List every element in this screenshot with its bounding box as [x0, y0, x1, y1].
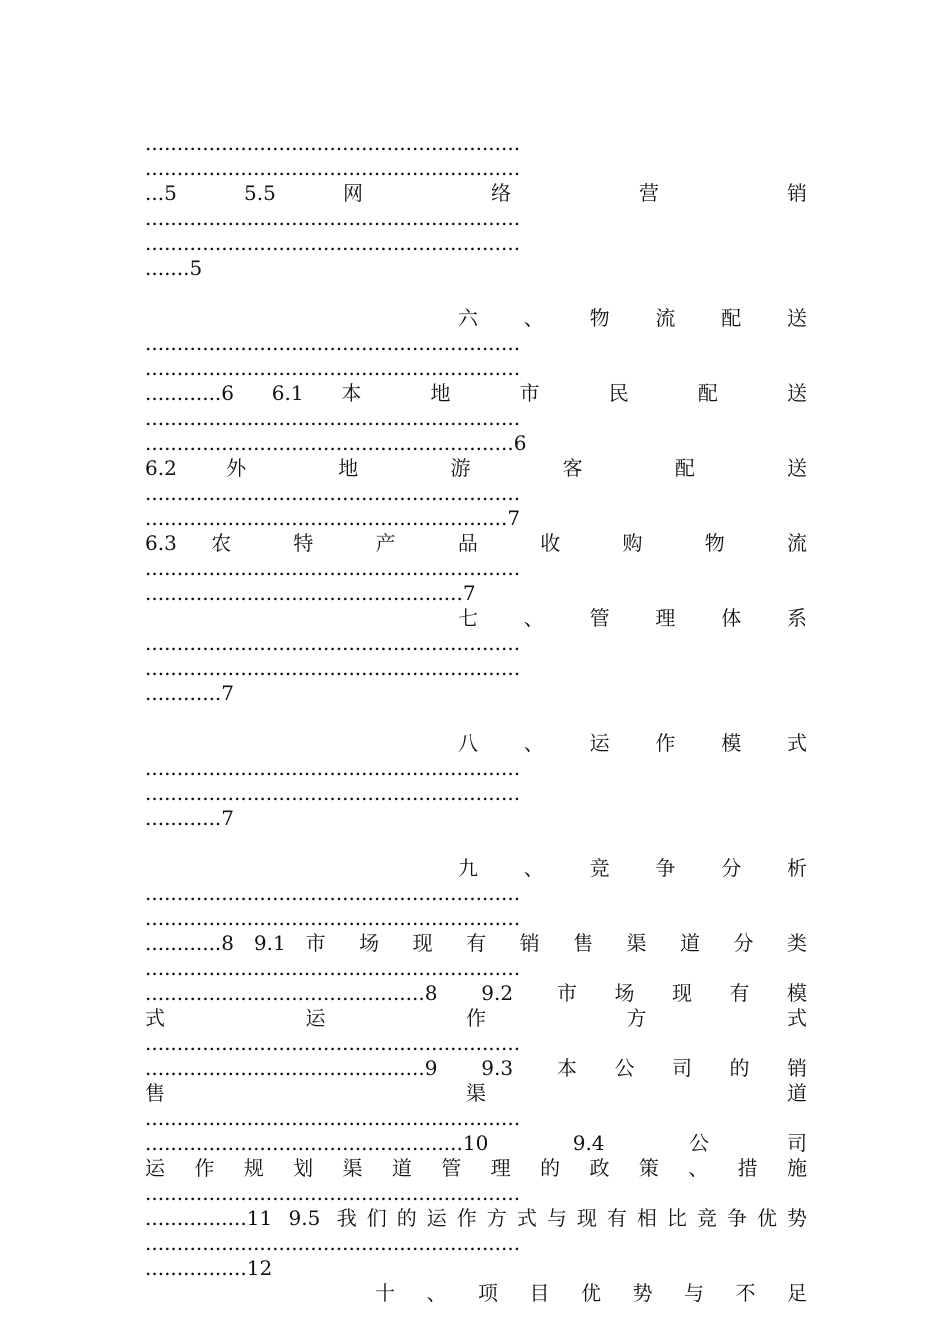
toc-entry-line: 6.2 外 地 游 客 配 送 [145, 456, 807, 480]
toc-entry-line: 九 、 竞 争 分 析 [458, 856, 807, 880]
toc-entry-line: ............7 [145, 681, 235, 705]
toc-leader-line: ..........................................................6 [145, 431, 527, 455]
toc-entry-line: ............7 [145, 806, 235, 830]
toc-entry-line: ................11 9.5 我们的运作方式与现有相比竞争优势 [145, 1206, 807, 1230]
toc-entry-line: 售 渠 道 [145, 1081, 807, 1105]
toc-entry-line: ..................................................7 [145, 581, 476, 605]
toc-leader-line: ........................................................... [145, 156, 521, 180]
toc-entry-line: 式 运 作 方 式 [145, 1006, 807, 1030]
toc-entry-line: ...5 5.5 网 络 营 销 [145, 181, 807, 205]
toc-entry-line: ............8 9.1 市 场 现 有 销 售 渠 道 分 类 [145, 931, 807, 955]
toc-leader-line: ........................................................... [145, 481, 521, 505]
toc-entry-line [145, 280, 807, 306]
toc-entry-line [145, 705, 807, 731]
toc-leader-line: ........................................................... [145, 781, 521, 805]
toc-entry-line: ................12 [145, 1256, 273, 1280]
toc-entry-line: 八 、 运 作 模 式 [458, 731, 807, 755]
toc-entry-line: .......5 [145, 256, 203, 280]
toc-leader-line: ........................................................... [145, 956, 521, 980]
toc-leader-line: ........................................................... [145, 231, 521, 255]
toc-leader-line: ........................................................... [145, 881, 521, 905]
toc-entry-line: ..................................................10 9.4 公司 [145, 1131, 807, 1155]
toc-leader-line: ........................................................... [145, 1231, 521, 1255]
toc-leader-line: ........................................................... [145, 206, 521, 230]
toc-entry-line: 十 、 项 目 优 势 与 不 足 [375, 1281, 807, 1305]
toc-leader-line: ........................................................... [145, 131, 521, 155]
toc-leader-line: ........................................................... [145, 556, 521, 580]
toc-entry-line [145, 830, 807, 856]
toc-entry-line: 六 、 物 流 配 送 [458, 306, 807, 330]
toc-leader-line: ........................................................... [145, 631, 521, 655]
toc-entry-line: ............................................8 9.2 市场现有模 [145, 981, 807, 1005]
toc-leader-line: ........................................................... [145, 1031, 521, 1055]
toc-entry-line: ............................................9 9.3 本公司的销 [145, 1056, 807, 1080]
toc-leader-line: ........................................................... [145, 356, 521, 380]
toc-entry-line: ............6 6.1 本 地 市 民 配 送 [145, 381, 807, 405]
toc-entry-line: 七 、 管 理 体 系 [458, 606, 807, 630]
toc-entry-line: 运 作 规 划 渠 道 管 理 的 政 策 、 措 施 [145, 1156, 807, 1180]
toc-leader-line: ........................................................... [145, 1106, 521, 1130]
toc-leader-line: ........................................................... [145, 656, 521, 680]
toc-leader-line: ........................................................... [145, 331, 521, 355]
toc-leader-line: ........................................................... [145, 906, 521, 930]
toc-leader-line: ........................................................... [145, 756, 521, 780]
toc-leader-line: ........................................................... [145, 1181, 521, 1205]
toc-leader-line: .........................................................7 [145, 506, 521, 530]
toc-leader-line: ........................................................... [145, 406, 521, 430]
toc-entry-line: 6.3 农 特 产 品 收 购 物 流 [145, 531, 807, 555]
